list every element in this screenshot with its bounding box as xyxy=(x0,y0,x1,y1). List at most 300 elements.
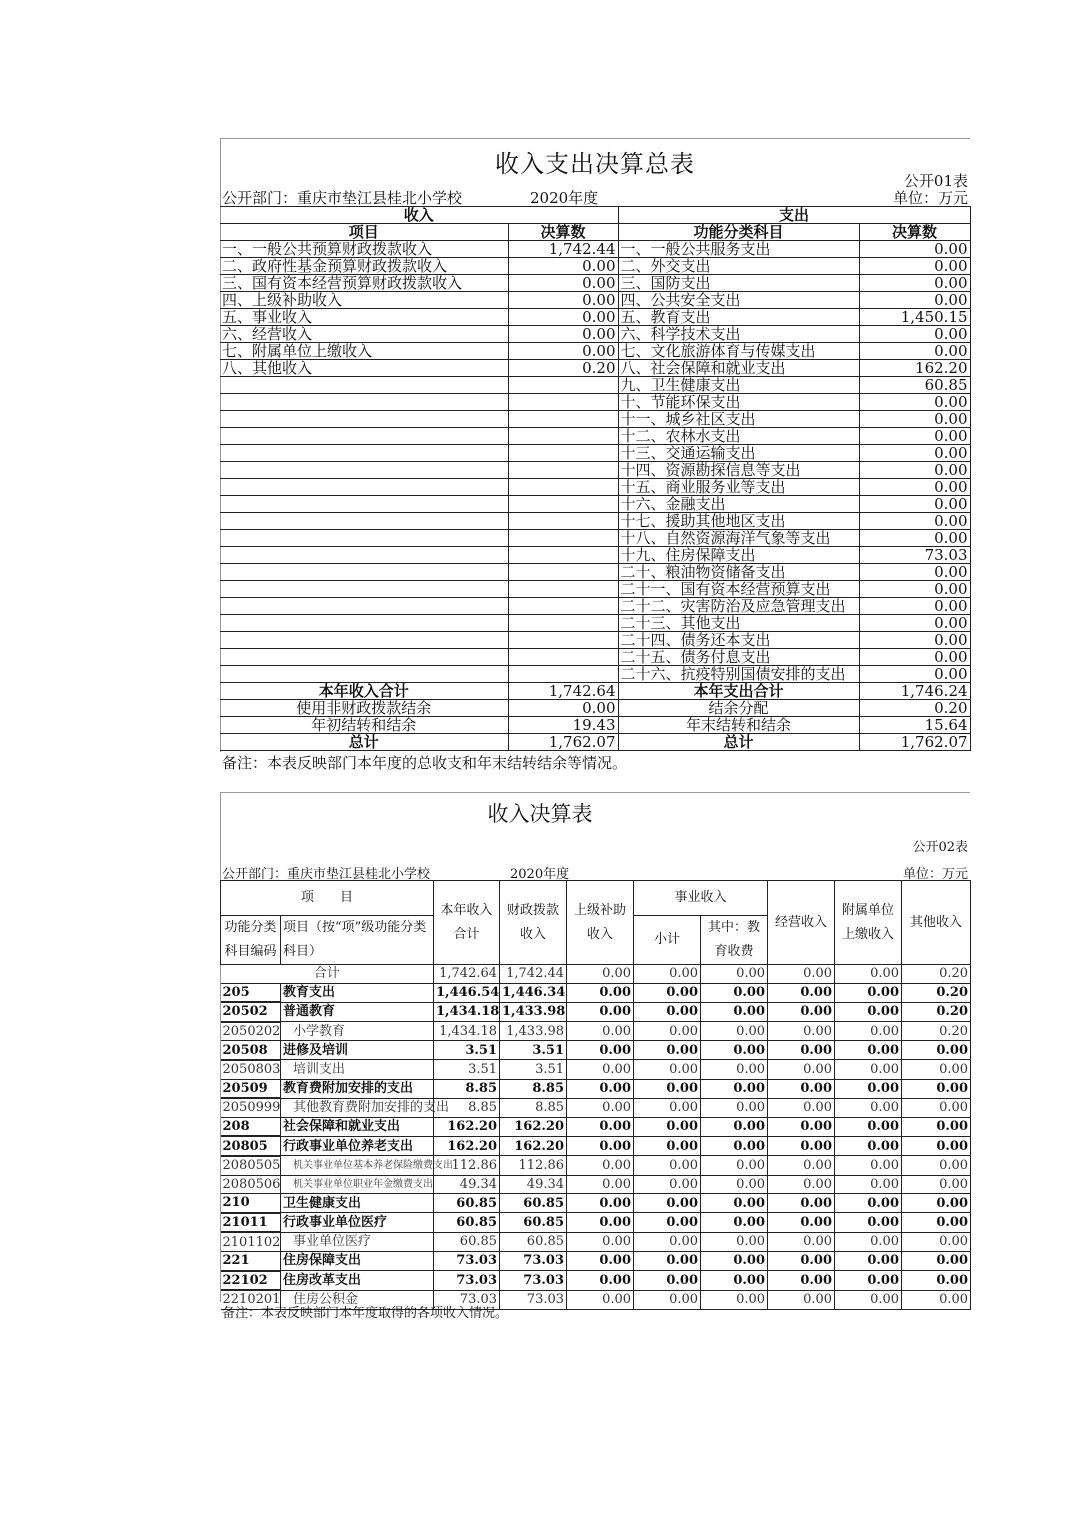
summary-expense-amount: 1,762.07 xyxy=(859,734,970,751)
expense-amount: 0.00 xyxy=(859,394,970,411)
table-row xyxy=(220,343,970,360)
income-amount: 1,742.44 xyxy=(508,241,618,258)
table-row xyxy=(220,479,970,496)
h-superior: 上级补助收入 xyxy=(567,881,634,965)
summary-income-label: 使用非财政拨款结余 xyxy=(220,700,508,717)
total-value: 0.00 xyxy=(768,965,835,984)
row-value: 0.00 xyxy=(835,1251,902,1270)
row-value: 0.00 xyxy=(567,1175,634,1194)
income-item xyxy=(220,530,508,547)
table1-title: 收入支出决算总表 xyxy=(495,150,695,178)
row-value: 3.51 xyxy=(500,1060,567,1079)
expense-item: 二十六、抗疫特别国债安排的支出 xyxy=(618,666,859,683)
summary-row xyxy=(220,700,970,717)
row-name: 住房公积金 xyxy=(281,1290,434,1309)
row-value: 73.03 xyxy=(500,1271,567,1291)
frame-line xyxy=(220,138,970,139)
total-value: 0.00 xyxy=(634,965,701,984)
row-value: 0.00 xyxy=(567,1079,634,1098)
row-value: 0.00 xyxy=(701,1290,768,1309)
row-value: 0.00 xyxy=(701,1041,768,1060)
table-row xyxy=(221,1213,971,1233)
row-value: 8.85 xyxy=(434,1079,500,1098)
expense-amount: 0.00 xyxy=(859,564,970,581)
income-amount: 0.00 xyxy=(508,258,618,275)
row-name: 进修及培训 xyxy=(281,1041,434,1060)
row-value: 0.00 xyxy=(768,1156,835,1175)
table-row xyxy=(220,445,970,462)
row-value: 0.00 xyxy=(701,1117,768,1136)
row-value: 1,433.98 xyxy=(500,1022,567,1041)
table1-form-no: 公开01表 xyxy=(903,172,968,190)
row-value: 0.00 xyxy=(634,1232,701,1251)
row-value: 0.00 xyxy=(902,1271,971,1291)
total-value: 0.20 xyxy=(902,965,971,984)
row-value: 0.00 xyxy=(835,983,902,1002)
income-amount xyxy=(508,428,618,445)
income-item xyxy=(220,564,508,581)
table-row xyxy=(220,581,970,598)
row-value: 0.00 xyxy=(902,1117,971,1136)
table2-unit: 单位：万元 xyxy=(902,867,968,882)
table-row xyxy=(221,1271,971,1291)
income-expense-summary-table xyxy=(220,138,970,772)
row-value: 0.00 xyxy=(701,1079,768,1098)
expense-amount: 0.00 xyxy=(859,581,970,598)
income-amount xyxy=(508,479,618,496)
row-value: 0.00 xyxy=(902,1041,971,1060)
row-code: 205 xyxy=(221,983,281,1002)
income-item xyxy=(220,428,508,445)
income-header: 收入 xyxy=(220,207,618,224)
row-value: 0.00 xyxy=(701,1213,768,1233)
table-row xyxy=(221,1117,971,1136)
expense-amount: 0.00 xyxy=(859,632,970,649)
row-value: 0.00 xyxy=(902,1156,971,1175)
income-item: 二、政府性基金预算财政拨款收入 xyxy=(220,258,508,275)
row-value: 0.00 xyxy=(567,1041,634,1060)
table-row xyxy=(220,666,970,683)
income-amount xyxy=(508,513,618,530)
row-value: 0.00 xyxy=(835,1156,902,1175)
summary-expense-amount: 1,746.24 xyxy=(859,683,970,700)
row-value: 0.00 xyxy=(835,1060,902,1079)
row-value: 0.00 xyxy=(634,1213,701,1233)
table2-grid xyxy=(220,880,971,1310)
income-amount xyxy=(508,615,618,632)
summary-expense-label: 年末结转和结余 xyxy=(618,717,859,734)
h-operating: 经营收入 xyxy=(768,881,835,965)
expense-amount: 0.00 xyxy=(859,258,970,275)
income-item: 四、上级补助收入 xyxy=(220,292,508,309)
row-value: 0.00 xyxy=(634,1098,701,1117)
table-row xyxy=(221,1079,971,1098)
table-row xyxy=(220,428,970,445)
row-code: 20509 xyxy=(221,1079,281,1098)
row-value: 0.00 xyxy=(634,1290,701,1309)
table-row xyxy=(221,1098,971,1117)
row-value: 0.00 xyxy=(768,1232,835,1251)
table-row xyxy=(221,1194,971,1213)
summary-expense-label: 结余分配 xyxy=(618,700,859,717)
summary-income-amount: 1,742.64 xyxy=(508,683,618,700)
table-row xyxy=(220,241,970,258)
row-value: 1,446.34 xyxy=(500,983,567,1002)
income-item: 五、事业收入 xyxy=(220,309,508,326)
row-value: 0.00 xyxy=(835,1175,902,1194)
table1-grid xyxy=(220,206,971,751)
expense-amount: 0.00 xyxy=(859,666,970,683)
row-value: 0.00 xyxy=(634,1079,701,1098)
income-amount: 0.20 xyxy=(508,360,618,377)
expense-item: 二十四、债务还本支出 xyxy=(618,632,859,649)
income-amount xyxy=(508,598,618,615)
row-name: 住房改革支出 xyxy=(281,1271,434,1291)
row-value: 60.85 xyxy=(434,1213,500,1233)
row-value: 112.86 xyxy=(500,1156,567,1175)
h-other: 其他收入 xyxy=(902,881,971,965)
table-row xyxy=(220,275,970,292)
row-code: 22102 xyxy=(221,1271,281,1291)
expense-item: 十、节能环保支出 xyxy=(618,394,859,411)
income-item: 七、附属单位上缴收入 xyxy=(220,343,508,360)
h-name: 项目（按“项”级功能分类科目） xyxy=(281,916,434,965)
h-total: 本年收入合计 xyxy=(434,881,500,965)
row-value: 0.00 xyxy=(768,983,835,1002)
income-item xyxy=(220,547,508,564)
row-name: 普通教育 xyxy=(281,1002,434,1022)
row-code: 208 xyxy=(221,1117,281,1136)
row-value: 3.51 xyxy=(434,1041,500,1060)
income-item xyxy=(220,496,508,513)
row-value: 3.51 xyxy=(500,1041,567,1060)
h-code: 功能分类科目编码 xyxy=(221,916,281,965)
row-value: 0.00 xyxy=(835,1117,902,1136)
income-item xyxy=(220,462,508,479)
expense-item: 九、卫生健康支出 xyxy=(618,377,859,394)
expense-amount: 0.00 xyxy=(859,292,970,309)
income-item xyxy=(220,445,508,462)
table-row xyxy=(220,326,970,343)
row-name: 教育费附加安排的支出 xyxy=(281,1079,434,1098)
col-amount2: 决算数 xyxy=(859,224,970,241)
row-code: 21011 xyxy=(221,1213,281,1233)
income-item xyxy=(220,666,508,683)
row-name: 事业单位医疗 xyxy=(281,1232,434,1251)
h-subtotal: 小计 xyxy=(634,916,701,965)
expense-header: 支出 xyxy=(618,207,970,224)
total-value: 1,742.64 xyxy=(434,965,500,984)
income-item xyxy=(220,649,508,666)
expense-amount: 0.00 xyxy=(859,513,970,530)
row-value: 60.85 xyxy=(500,1232,567,1251)
table-row xyxy=(221,1002,971,1022)
row-value: 0.00 xyxy=(567,1060,634,1079)
row-value: 162.20 xyxy=(500,1136,567,1156)
income-item: 六、经营收入 xyxy=(220,326,508,343)
expense-amount: 1,450.15 xyxy=(859,309,970,326)
income-item xyxy=(220,377,508,394)
table-row xyxy=(220,462,970,479)
table2-dept: 公开部门：重庆市垫江县桂北小学校 xyxy=(222,867,431,882)
table-row xyxy=(221,1136,971,1156)
expense-item: 一、一般公共服务支出 xyxy=(618,241,859,258)
row-value: 0.20 xyxy=(902,1022,971,1041)
expense-amount: 0.00 xyxy=(859,343,970,360)
row-name: 培训支出 xyxy=(281,1060,434,1079)
row-value: 1,434.18 xyxy=(434,1022,500,1041)
row-value: 0.00 xyxy=(902,1079,971,1098)
summary-row xyxy=(220,717,970,734)
row-value: 0.00 xyxy=(701,1175,768,1194)
table1-dept: 公开部门：重庆市垫江县桂北小学校 xyxy=(222,189,463,207)
summary-income-label: 本年收入合计 xyxy=(220,683,508,700)
expense-item: 四、公共安全支出 xyxy=(618,292,859,309)
table-row xyxy=(220,309,970,326)
expense-item: 十八、自然资源海洋气象等支出 xyxy=(618,530,859,547)
income-amount xyxy=(508,530,618,547)
row-value: 0.00 xyxy=(634,1002,701,1022)
total-value: 0.00 xyxy=(835,965,902,984)
row-code: 2050999 xyxy=(221,1098,281,1117)
row-name: 住房保障支出 xyxy=(281,1251,434,1270)
row-value: 0.00 xyxy=(567,1271,634,1291)
table-row xyxy=(221,1022,971,1041)
income-amount: 0.00 xyxy=(508,309,618,326)
row-value: 0.00 xyxy=(567,1213,634,1233)
row-value: 0.00 xyxy=(567,1002,634,1022)
row-value: 0.00 xyxy=(835,1194,902,1213)
row-value: 0.00 xyxy=(634,1060,701,1079)
row-value: 0.00 xyxy=(902,1213,971,1233)
row-value: 0.00 xyxy=(835,1022,902,1041)
row-value: 0.00 xyxy=(634,1251,701,1270)
frame-line xyxy=(220,792,970,793)
income-amount xyxy=(508,547,618,564)
income-amount xyxy=(508,564,618,581)
income-amount xyxy=(508,666,618,683)
table1-note: 备注：本表反映部门本年度的总收支和年末结转结余等情况。 xyxy=(222,754,628,772)
row-code: 221 xyxy=(221,1251,281,1270)
row-value: 0.00 xyxy=(634,1175,701,1194)
table-row xyxy=(221,1175,971,1194)
row-value: 0.00 xyxy=(835,1098,902,1117)
row-value: 0.00 xyxy=(835,1271,902,1291)
h-edu-fee: 其中：教育收费 xyxy=(701,916,768,965)
table-row xyxy=(220,547,970,564)
income-item xyxy=(220,479,508,496)
table-row xyxy=(221,1251,971,1270)
row-value: 0.00 xyxy=(701,1002,768,1022)
table-row xyxy=(220,360,970,377)
table-row xyxy=(221,1041,971,1060)
table-row xyxy=(220,496,970,513)
row-value: 0.00 xyxy=(634,1117,701,1136)
row-value: 1,433.98 xyxy=(500,1002,567,1022)
income-item: 三、国有资本经营预算财政拨款收入 xyxy=(220,275,508,292)
h-affiliated: 附属单位上缴收入 xyxy=(835,881,902,965)
total-value: 0.00 xyxy=(567,965,634,984)
income-amount xyxy=(508,394,618,411)
expense-item: 二十二、灾害防治及应急管理支出 xyxy=(618,598,859,615)
row-value: 0.00 xyxy=(768,1175,835,1194)
row-value: 0.00 xyxy=(567,1156,634,1175)
row-value: 0.00 xyxy=(701,1022,768,1041)
income-item xyxy=(220,394,508,411)
row-value: 0.00 xyxy=(634,983,701,1002)
row-code: 210 xyxy=(221,1194,281,1213)
summary-expense-label: 本年支出合计 xyxy=(618,683,859,700)
row-code: 2080506 xyxy=(222,1176,281,1192)
row-value: 0.00 xyxy=(567,1194,634,1213)
expense-amount: 0.00 xyxy=(859,241,970,258)
row-value: 0.00 xyxy=(768,1079,835,1098)
table1-unit: 单位：万元 xyxy=(892,189,968,207)
expense-item: 五、教育支出 xyxy=(618,309,859,326)
income-amount xyxy=(508,445,618,462)
expense-amount: 60.85 xyxy=(859,377,970,394)
table-row xyxy=(220,530,970,547)
expense-amount: 0.00 xyxy=(859,275,970,292)
expense-item: 十六、金融支出 xyxy=(618,496,859,513)
row-value: 0.00 xyxy=(835,1079,902,1098)
expense-amount: 162.20 xyxy=(859,360,970,377)
row-name: 行政事业单位医疗 xyxy=(281,1213,434,1233)
income-amount: 0.00 xyxy=(508,326,618,343)
expense-amount: 0.00 xyxy=(859,462,970,479)
row-value: 0.00 xyxy=(835,1213,902,1233)
h-business: 事业收入 xyxy=(634,881,768,916)
row-value: 49.34 xyxy=(434,1175,500,1194)
summary-expense-label: 总计 xyxy=(618,734,859,751)
row-value: 0.00 xyxy=(902,1098,971,1117)
h-fiscal: 财政拨款收入 xyxy=(500,881,567,965)
row-value: 0.00 xyxy=(768,1098,835,1117)
table-row xyxy=(220,564,970,581)
row-value: 60.85 xyxy=(500,1213,567,1233)
expense-item: 二十三、其他支出 xyxy=(618,615,859,632)
row-value: 0.00 xyxy=(701,1060,768,1079)
row-code: 20805 xyxy=(221,1136,281,1156)
expense-item: 七、文化旅游体育与传媒支出 xyxy=(618,343,859,360)
summary-expense-amount: 0.20 xyxy=(859,700,970,717)
row-name: 教育支出 xyxy=(281,983,434,1002)
income-amount xyxy=(508,581,618,598)
table-row xyxy=(220,377,970,394)
summary-income-label: 年初结转和结余 xyxy=(220,717,508,734)
col-func: 功能分类科目 xyxy=(618,224,859,241)
income-item: 八、其他收入 xyxy=(220,360,508,377)
table-row xyxy=(220,598,970,615)
expense-item: 二十、粮油物资储备支出 xyxy=(618,564,859,581)
expense-item: 二、外交支出 xyxy=(618,258,859,275)
expense-amount: 0.00 xyxy=(859,479,970,496)
summary-income-amount: 0.00 xyxy=(508,700,618,717)
row-value: 0.00 xyxy=(701,1232,768,1251)
row-value: 0.00 xyxy=(567,1290,634,1309)
row-value: 0.00 xyxy=(567,1117,634,1136)
table2-note: 备注：本表反映部门本年度取得的各项收入情况。 xyxy=(222,1306,509,1321)
summary-row xyxy=(220,734,970,751)
row-value: 0.00 xyxy=(768,1271,835,1291)
row-value: 73.03 xyxy=(434,1271,500,1291)
row-value: 0.00 xyxy=(768,1060,835,1079)
table-row xyxy=(220,632,970,649)
row-value: 0.00 xyxy=(768,1022,835,1041)
income-amount xyxy=(508,649,618,666)
row-value: 60.85 xyxy=(434,1194,500,1213)
expense-item: 三、国防支出 xyxy=(618,275,859,292)
expense-amount: 0.00 xyxy=(859,326,970,343)
row-value: 162.20 xyxy=(434,1117,500,1136)
row-name: 机关事业单位职业年金缴费支出 xyxy=(281,1175,434,1194)
row-value: 0.00 xyxy=(634,1022,701,1041)
row-value: 73.03 xyxy=(434,1290,500,1309)
row-value: 0.00 xyxy=(768,1290,835,1309)
row-value: 0.00 xyxy=(567,1098,634,1117)
row-value: 0.00 xyxy=(835,1290,902,1309)
row-value: 0.00 xyxy=(902,1175,971,1194)
row-value: 0.00 xyxy=(902,1194,971,1213)
income-item xyxy=(220,632,508,649)
row-value: 0.00 xyxy=(835,1041,902,1060)
row-value: 0.00 xyxy=(701,1156,768,1175)
row-value: 60.85 xyxy=(434,1232,500,1251)
row-code: 2101102 xyxy=(221,1232,281,1251)
row-value: 162.20 xyxy=(434,1136,500,1156)
row-name: 其他教育费附加安排的支出 xyxy=(281,1098,434,1117)
row-value: 0.00 xyxy=(768,1194,835,1213)
row-value: 0.00 xyxy=(902,1136,971,1156)
row-name: 社会保障和就业支出 xyxy=(281,1117,434,1136)
table-row xyxy=(220,513,970,530)
row-value: 0.00 xyxy=(768,1002,835,1022)
summary-expense-amount: 15.64 xyxy=(859,717,970,734)
row-value: 1,434.18 xyxy=(434,1002,500,1022)
row-value: 0.00 xyxy=(567,1251,634,1270)
income-amount: 0.00 xyxy=(508,343,618,360)
expense-amount: 73.03 xyxy=(859,547,970,564)
row-value: 0.00 xyxy=(835,1232,902,1251)
expense-amount: 0.00 xyxy=(859,411,970,428)
row-value: 8.85 xyxy=(500,1098,567,1117)
income-item xyxy=(220,513,508,530)
row-value: 0.00 xyxy=(902,1251,971,1270)
row-value: 1,446.54 xyxy=(434,983,500,1002)
table-row xyxy=(220,649,970,666)
row-value: 0.00 xyxy=(768,1136,835,1156)
row-code: 2080505 xyxy=(221,1156,281,1175)
income-item xyxy=(220,411,508,428)
income-amount xyxy=(508,632,618,649)
expense-amount: 0.00 xyxy=(859,649,970,666)
expense-amount: 0.00 xyxy=(859,445,970,462)
table-row xyxy=(220,292,970,309)
summary-income-amount: 19.43 xyxy=(508,717,618,734)
table2-title: 收入决算表 xyxy=(487,802,593,826)
table-row xyxy=(220,411,970,428)
table2-form-no: 公开02表 xyxy=(912,840,968,855)
expense-item: 十五、商业服务业等支出 xyxy=(618,479,859,496)
total-value: 0.00 xyxy=(701,965,768,984)
row-value: 0.00 xyxy=(701,1194,768,1213)
row-value: 0.00 xyxy=(835,1136,902,1156)
row-value: 0.00 xyxy=(567,1022,634,1041)
income-amount xyxy=(508,377,618,394)
expense-item: 十一、城乡社区支出 xyxy=(618,411,859,428)
row-code: 20508 xyxy=(221,1041,281,1060)
h-item: 项 目 xyxy=(221,881,434,916)
